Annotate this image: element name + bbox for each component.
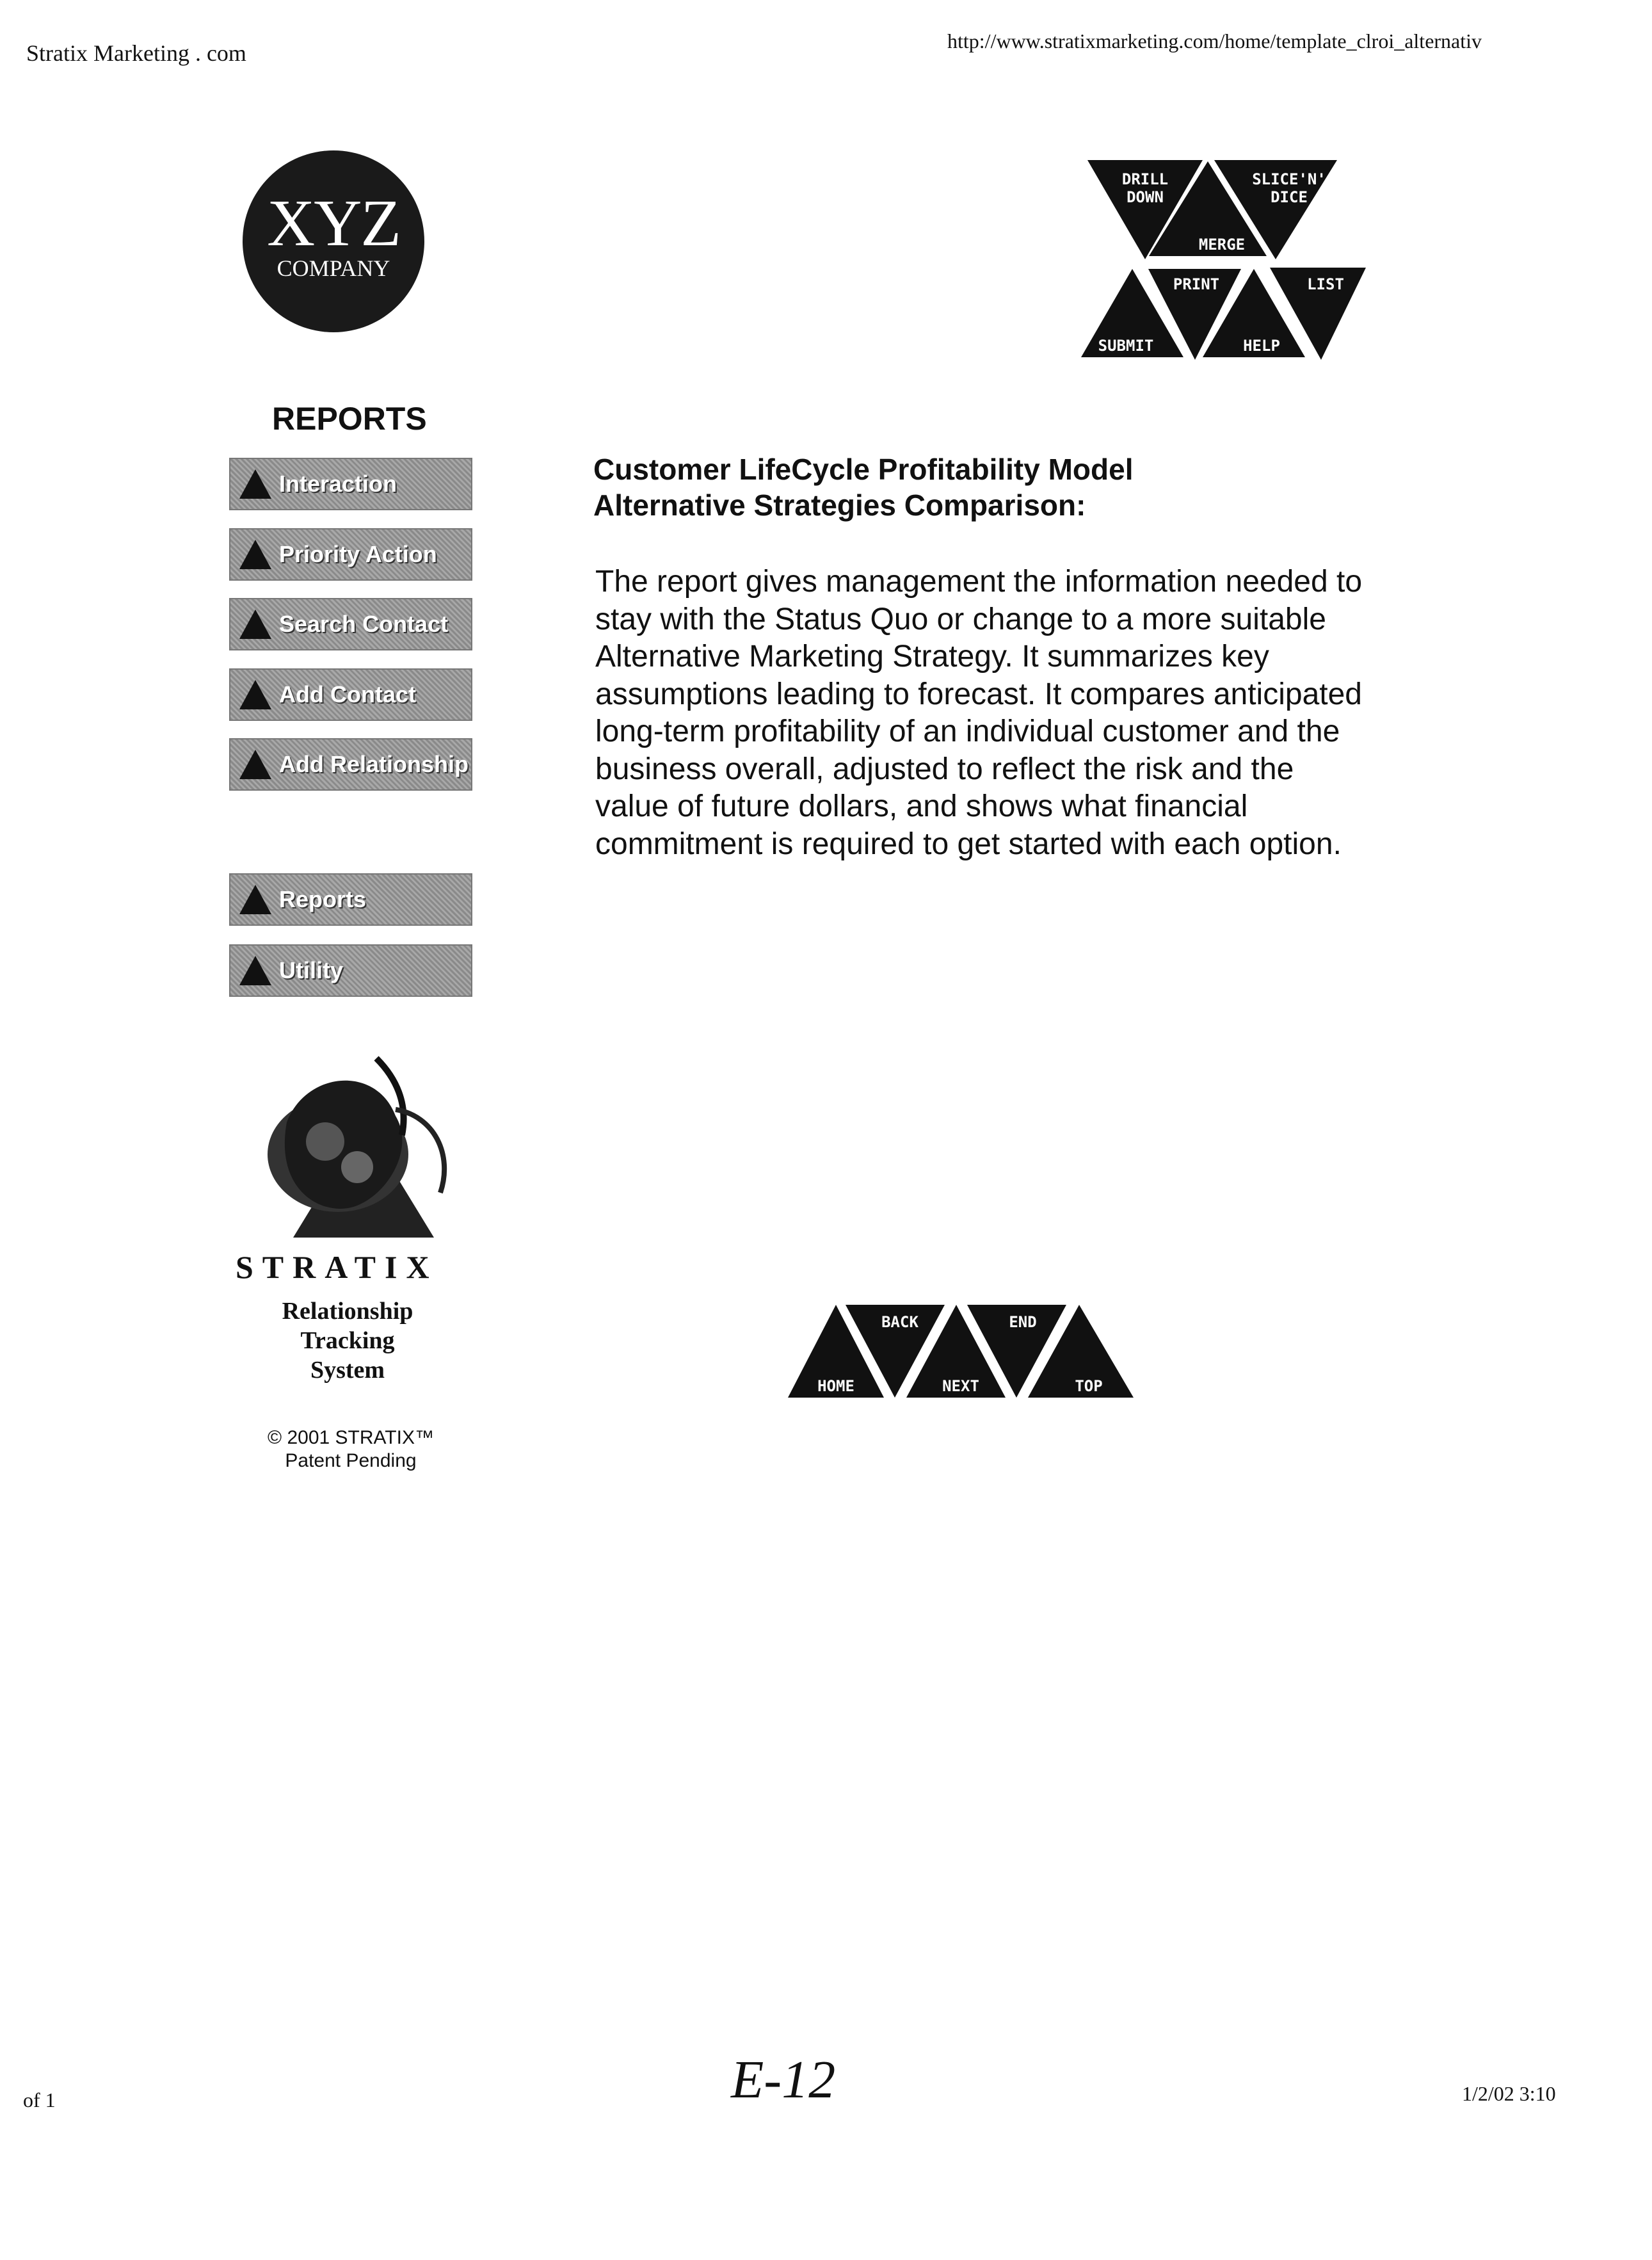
merge-label: MERGE [1199, 236, 1245, 254]
logo-xyz: XYZ [243, 190, 424, 257]
triangle-icon [238, 608, 273, 640]
patent-text: Patent Pending [248, 1449, 453, 1473]
sidebar-item-label: Priority Action [279, 541, 437, 568]
sidebar-item-label: Interaction [279, 471, 397, 497]
help-label: HELP [1243, 337, 1280, 355]
triangle-icon [238, 748, 273, 780]
report-description: The report gives management the information needed to stay with the Status Quo or change to a more suitable Alternative Marketing Strategy. It summarizes key assumptions leading to forecast. It compares anticipated long-term profitability of an individual customer and the business overall, adjusted to reflect the risk and the value of future dollars, and shows what financial commitment is required to get started with each option. [595, 563, 1363, 863]
sidebar-item-priority-action[interactable] [229, 528, 472, 581]
sidebar-item-label: Reports [279, 886, 366, 913]
toolbar [1075, 154, 1369, 365]
xyz-company-logo [243, 150, 424, 332]
sidebar-item-label: Add Contact [279, 681, 416, 708]
brand-tagline [248, 1296, 447, 1385]
slice-n-dice-label: SLICE'N' [1252, 170, 1326, 188]
page-title [593, 451, 1133, 523]
drill-down-label-2: DOWN [1127, 188, 1164, 206]
stratix-wordmark: STRATIX [236, 1248, 438, 1286]
sidebar-item-add-relationship[interactable] [229, 738, 472, 791]
list-label: LIST [1307, 275, 1344, 293]
sidebar-item-add-contact[interactable] [229, 668, 472, 721]
triangle-icon [238, 955, 273, 987]
logo-company: COMPANY [243, 257, 424, 280]
print-label: PRINT [1173, 275, 1219, 293]
copyright-text: © 2001 STRATIX™ [248, 1426, 453, 1449]
bottom-nav [785, 1302, 1143, 1404]
slice-n-dice-label-2: DICE [1271, 188, 1308, 206]
tagline-line: Relationship [248, 1296, 447, 1326]
sidebar-heading: REPORTS [272, 400, 427, 437]
tagline-line: System [248, 1355, 447, 1385]
top-label: TOP [1075, 1377, 1102, 1395]
end-label: END [1009, 1313, 1036, 1331]
home-label: HOME [817, 1377, 854, 1395]
handwritten-exhibit-number: E-12 [731, 2049, 835, 2111]
sidebar-item-reports[interactable] [229, 873, 472, 926]
stratix-mascot-image [248, 1045, 479, 1244]
sidebar-item-search-contact[interactable] [229, 598, 472, 650]
copyright [248, 1426, 453, 1473]
tagline-line: Tracking [248, 1326, 447, 1355]
back-label: BACK [881, 1313, 918, 1331]
sidebar-item-interaction[interactable] [229, 458, 472, 510]
print-datetime: 1/2/02 3:10 [1462, 2082, 1556, 2106]
triangle-icon [238, 679, 273, 711]
triangle-icon [238, 468, 273, 500]
title-line-1: Customer LifeCycle Profitability Model [593, 451, 1133, 487]
submit-label: SUBMIT [1098, 337, 1154, 355]
next-label: NEXT [942, 1377, 979, 1395]
sidebar-item-utility[interactable] [229, 944, 472, 997]
triangle-icon [238, 538, 273, 570]
page-url: http://www.stratixmarketing.com/home/template_clroi_alternativ [947, 29, 1482, 53]
sidebar-item-label: Search Contact [279, 611, 448, 638]
title-line-2: Alternative Strategies Comparison: [593, 487, 1133, 523]
triangle-icon [238, 884, 273, 916]
drill-down-label: DRILL [1122, 170, 1168, 188]
site-name: Stratix Marketing . com [26, 40, 246, 67]
sidebar-item-label: Add Relationship [279, 751, 469, 778]
sidebar-item-label: Utility [279, 957, 343, 984]
page-count: of 1 [23, 2088, 56, 2112]
